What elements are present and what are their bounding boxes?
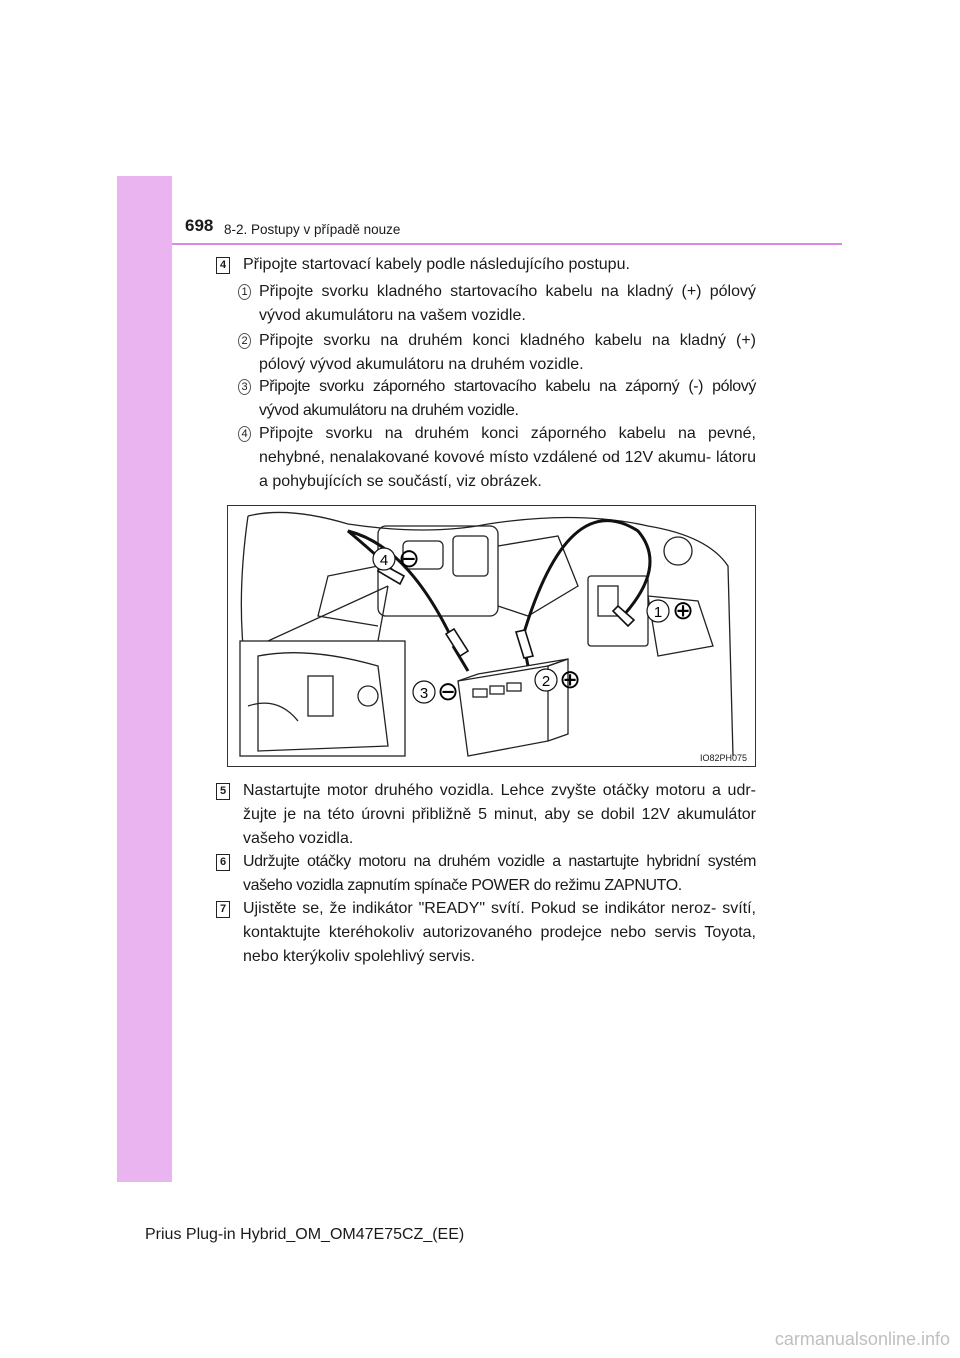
step-6: [216, 850, 756, 898]
step-7: [216, 897, 756, 969]
step-text: Připojte startovací kabely podle následujícího postupu.: [243, 256, 630, 273]
callout-4-number: 4: [379, 552, 389, 569]
step-4: [216, 253, 756, 277]
callout-3-number: 3: [419, 685, 429, 702]
substep-text: Připojte svorku záporného startovacího kabelu na záporný (-) pólový vývod akumulátoru na druhém vozidle.: [259, 378, 756, 419]
step-text: Udržujte otáčky motoru na druhém vozidle a nastartujte hybridní systém vašeho vozidla zapnutím spínače POWER do režimu ZAPNUTO.: [243, 853, 756, 894]
callout-1-number: 1: [653, 604, 663, 621]
page-number: 698: [185, 216, 214, 235]
substep-number: 4: [238, 426, 251, 442]
callout-2-number: 2: [541, 673, 551, 690]
step-number: 7: [216, 901, 230, 918]
callout-2-sign: ⊕: [559, 665, 581, 695]
substep-4: [216, 422, 756, 494]
substep-3: [216, 375, 756, 423]
substep-text: Připojte svorku na druhém konci záporného kabelu na pevné, nehybné, nenalakované kovové místo vzdálené od 12V akumu- látoru a pohybujících se součástí, viz obrázek.: [259, 425, 756, 490]
step-text: Ujistěte se, že indikátor "READY" svítí. Pokud se indikátor neroz- svítí, kontaktujte kteréhokoliv autorizovaného prodejce nebo servis Toyota, nebo kterýkoliv spolehlivý servis.: [243, 900, 756, 965]
figure-code: IO82PH075: [699, 753, 747, 763]
step-number: 4: [216, 257, 230, 274]
jump-start-illustration: [227, 505, 756, 767]
footer-manual-id: Prius Plug-in Hybrid_OM_OM47E75CZ_(EE): [145, 1226, 465, 1243]
substep-number: 3: [238, 379, 251, 395]
section-title: 8-2. Postupy v případě nouze: [224, 222, 401, 237]
step-5: [216, 779, 756, 851]
callout-4-sign: ⊖: [398, 544, 420, 574]
engine-bay-drawing: [228, 506, 754, 765]
substep-text: Připojte svorku na druhém konci kladného kabelu na kladný (+) pólový vývod akumulátoru na druhém vozidle.: [259, 332, 756, 373]
substep-number: 2: [238, 333, 251, 349]
substep-1: [216, 280, 756, 328]
step-text: Nastartujte motor druhého vozidla. Lehce zvyšte otáčky motoru a udr- žujte je na této úrovni přibližně 5 minut, aby se dobil 12V akumulátor vašeho vozidla.: [243, 782, 756, 847]
chapter-sidebar-tab: [117, 176, 172, 1182]
callout-3-sign: ⊖: [437, 677, 459, 707]
substep-text: Připojte svorku kladného startovacího kabelu na kladný (+) pólový vývod akumulátoru na vašem vozidle.: [259, 283, 756, 324]
watermark: carmanualsonline.info: [774, 1329, 950, 1349]
step-number: 6: [216, 854, 230, 871]
header-rule: [172, 243, 842, 245]
substep-2: [216, 329, 756, 377]
callout-1-sign: ⊕: [672, 596, 694, 626]
step-number: 5: [216, 783, 230, 800]
substep-number: 1: [238, 284, 251, 300]
